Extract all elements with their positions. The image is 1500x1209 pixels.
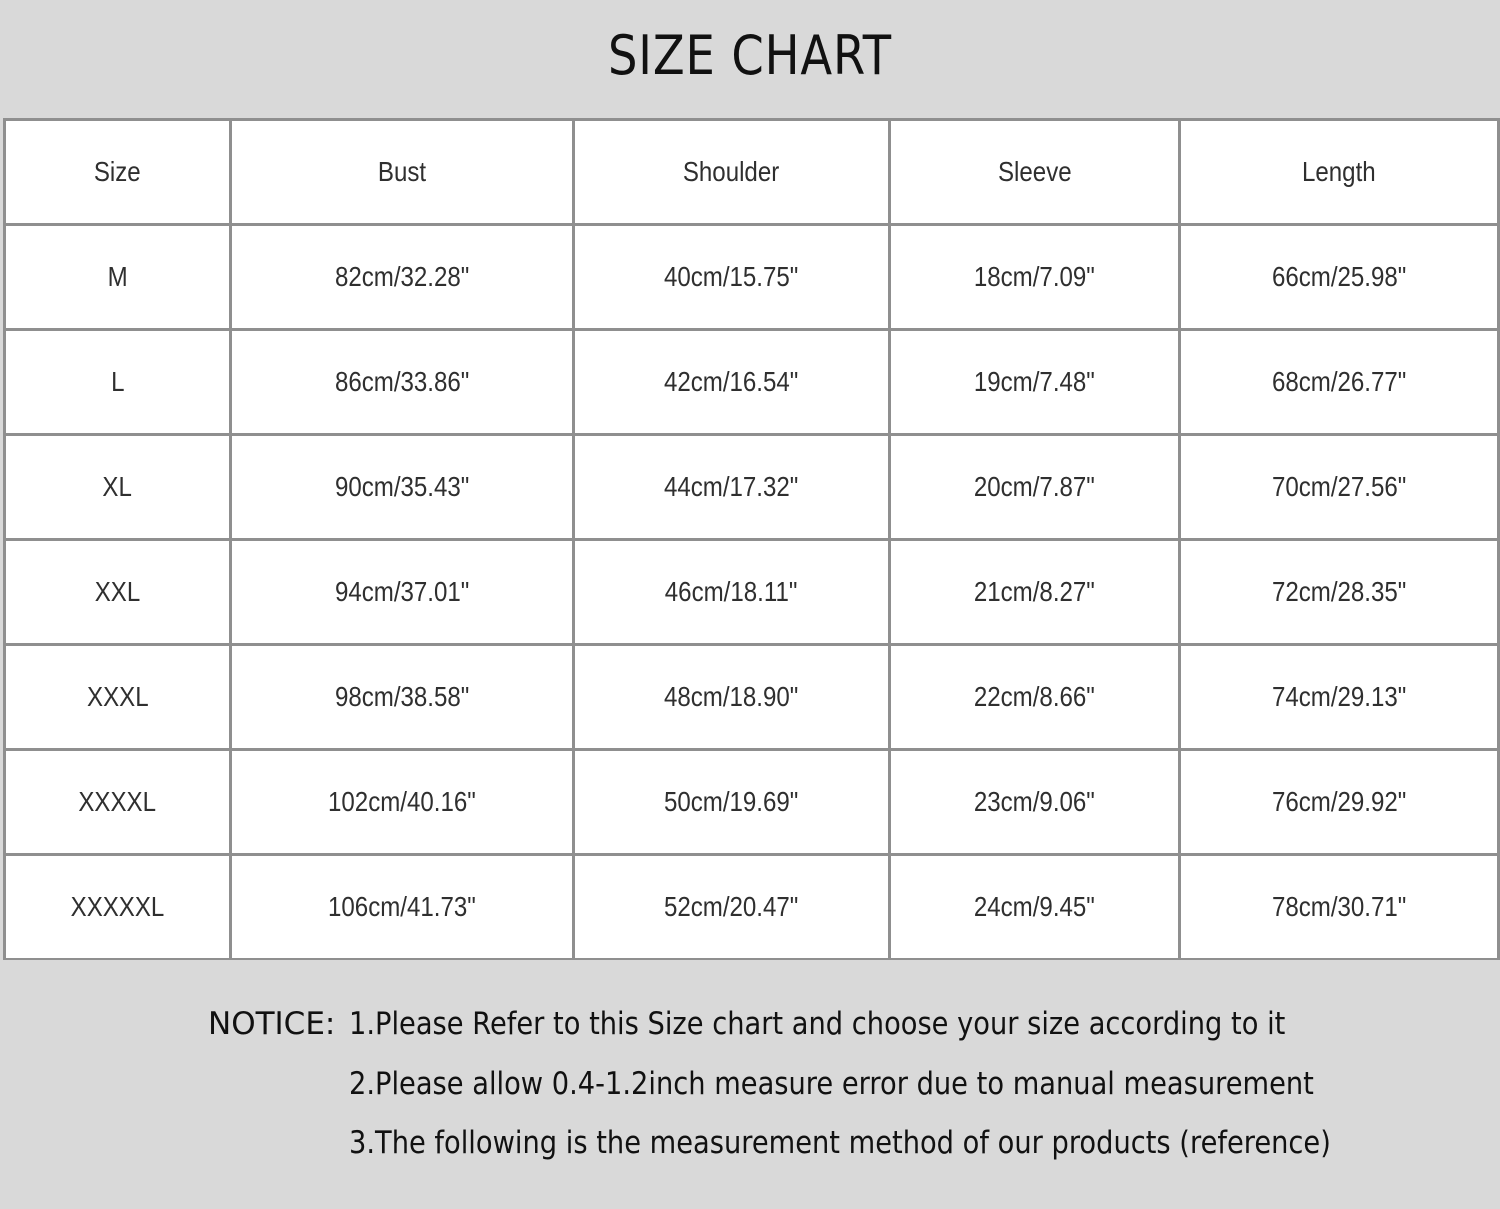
size-cell	[5, 435, 231, 540]
sleeve-cell	[890, 330, 1180, 435]
shoulder-cell	[574, 540, 890, 645]
cell-text: 70cm/27.56"	[1271, 471, 1407, 502]
notice-line-3: 3.The following is the measurement method of our products (reference)	[349, 1125, 1331, 1161]
length-cell	[1180, 540, 1499, 645]
page-title: SIZE CHART	[607, 24, 893, 87]
header-shoulder	[574, 120, 890, 225]
table-row	[5, 750, 1499, 855]
header-bust	[231, 120, 574, 225]
size-cell	[5, 750, 231, 855]
size-cell	[5, 645, 231, 750]
length-cell	[1180, 225, 1499, 330]
header-bust-label: Bust	[377, 156, 427, 187]
header-length-label: Length	[1302, 156, 1376, 187]
notice-label: NOTICE:	[208, 1006, 336, 1042]
sleeve-cell	[890, 750, 1180, 855]
cell-text: 86cm/33.86"	[334, 366, 470, 397]
cell-text: 19cm/7.48"	[974, 366, 1095, 397]
cell-text: 102cm/40.16"	[328, 786, 476, 817]
length-cell	[1180, 645, 1499, 750]
cell-text: 66cm/25.98"	[1271, 261, 1407, 292]
table-row	[5, 225, 1499, 330]
size-cell	[5, 330, 231, 435]
table-row	[5, 540, 1499, 645]
sleeve-cell	[890, 225, 1180, 330]
table-row	[5, 330, 1499, 435]
cell-text: XXXXL	[78, 786, 157, 817]
cell-text: 106cm/41.73"	[328, 891, 476, 922]
bust-cell	[231, 540, 574, 645]
sleeve-cell	[890, 435, 1180, 540]
cell-text: 24cm/9.45"	[974, 891, 1095, 922]
cell-text: 42cm/16.54"	[664, 366, 799, 397]
cell-text: 90cm/35.43"	[334, 471, 470, 502]
notice-section	[0, 960, 1500, 1209]
cell-text: 98cm/38.58"	[334, 681, 470, 712]
cell-text: 78cm/30.71"	[1271, 891, 1407, 922]
length-cell	[1180, 855, 1499, 960]
size-cell	[5, 225, 231, 330]
cell-text: 18cm/7.09"	[974, 261, 1095, 292]
bust-cell	[231, 750, 574, 855]
table-header-row	[5, 120, 1499, 225]
header-size	[5, 120, 231, 225]
bust-cell	[231, 225, 574, 330]
cell-text: 23cm/9.06"	[974, 786, 1095, 817]
bust-cell	[231, 330, 574, 435]
cell-text: 22cm/8.66"	[974, 681, 1095, 712]
sleeve-cell	[890, 855, 1180, 960]
cell-text: 68cm/26.77"	[1271, 366, 1407, 397]
shoulder-cell	[574, 330, 890, 435]
header-size-label: Size	[94, 156, 141, 187]
sleeve-cell	[890, 645, 1180, 750]
header-shoulder-label: Shoulder	[683, 156, 780, 187]
cell-text: 21cm/8.27"	[974, 576, 1095, 607]
cell-text: 82cm/32.28"	[334, 261, 470, 292]
cell-text: 20cm/7.87"	[974, 471, 1095, 502]
size-cell	[5, 540, 231, 645]
cell-text: 46cm/18.11"	[665, 576, 798, 607]
shoulder-cell	[574, 225, 890, 330]
cell-text: 50cm/19.69"	[664, 786, 799, 817]
cell-text: 52cm/20.47"	[664, 891, 799, 922]
cell-text: XXXL	[86, 681, 149, 712]
cell-text: 74cm/29.13"	[1271, 681, 1407, 712]
shoulder-cell	[574, 435, 890, 540]
bust-cell	[231, 435, 574, 540]
bust-cell	[231, 855, 574, 960]
size-table	[3, 118, 1500, 961]
shoulder-cell	[574, 645, 890, 750]
notice-line-1: 1.Please Refer to this Size chart and choose your size according to it	[349, 1006, 1286, 1042]
header-sleeve-label: Sleeve	[997, 156, 1072, 187]
cell-text: XL	[102, 471, 133, 502]
length-cell	[1180, 435, 1499, 540]
sleeve-cell	[890, 540, 1180, 645]
cell-text: M	[107, 261, 128, 292]
cell-text: L	[110, 366, 125, 397]
cell-text: XXL	[94, 576, 141, 607]
shoulder-cell	[574, 855, 890, 960]
bust-cell	[231, 645, 574, 750]
size-table-container	[3, 118, 1497, 958]
cell-text: 40cm/15.75"	[664, 261, 799, 292]
table-row	[5, 855, 1499, 960]
table-row	[5, 645, 1499, 750]
cell-text: 48cm/18.90"	[664, 681, 799, 712]
cell-text: 72cm/28.35"	[1271, 576, 1407, 607]
size-cell	[5, 855, 231, 960]
length-cell	[1180, 750, 1499, 855]
length-cell	[1180, 330, 1499, 435]
shoulder-cell	[574, 750, 890, 855]
header-length	[1180, 120, 1499, 225]
cell-text: XXXXXL	[70, 891, 165, 922]
notice-line-2: 2.Please allow 0.4-1.2inch measure error due to manual measurement	[349, 1066, 1314, 1102]
title-band	[0, 0, 1500, 116]
cell-text: 94cm/37.01"	[334, 576, 470, 607]
header-sleeve	[890, 120, 1180, 225]
cell-text: 44cm/17.32"	[664, 471, 799, 502]
table-row	[5, 435, 1499, 540]
cell-text: 76cm/29.92"	[1271, 786, 1407, 817]
